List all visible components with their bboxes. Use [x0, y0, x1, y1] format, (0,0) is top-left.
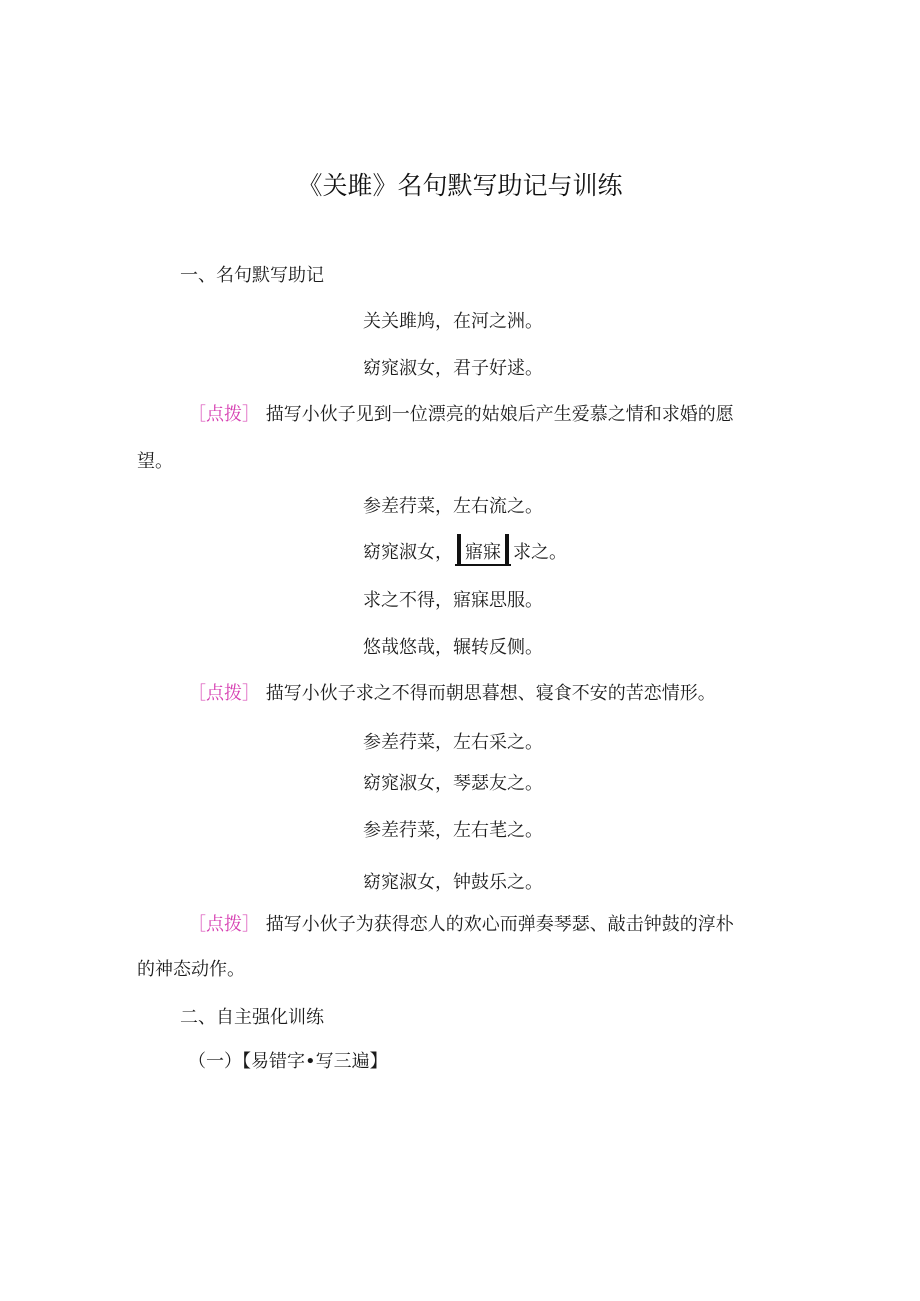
note-tag: ［点拨］: [188, 683, 260, 704]
verse-text: 求之。: [513, 542, 567, 563]
blank-left-bar: [457, 534, 461, 564]
verse-line: 参差荇菜，左右芼之。: [363, 820, 543, 841]
fill-in-blank: [455, 542, 511, 566]
note-paragraph: [188, 913, 734, 937]
section-heading-1: 一、名句默写助记: [180, 265, 324, 286]
note-text: 描写小伙子为获得恋人的欢心而弹奏琴瑟、敲击钟鼓的淳朴: [265, 914, 734, 935]
section-heading-2: 二、自主强化训练: [180, 1007, 324, 1028]
verse-line: 参差荇菜，左右采之。: [363, 732, 543, 753]
verse-line: 参差荇菜，左右流之。: [363, 496, 543, 517]
note-text: 描写小伙子求之不得而朝思暮想、寝食不安的苦恋情形。: [265, 683, 716, 704]
note-text-continued: 的神态动作。: [137, 959, 245, 980]
note-tag: ［点拨］: [188, 404, 260, 425]
note-paragraph: [188, 682, 716, 706]
page-title: 《关雎》名句默写助记与训练: [297, 171, 623, 200]
blank-answer: 寤寐: [465, 542, 501, 563]
verse-line: 求之不得，寤寐思服。: [363, 590, 543, 611]
note-text-continued: 望。: [137, 451, 173, 472]
verse-line: 窈窕淑女，琴瑟友之。: [363, 773, 543, 794]
subsection-heading: （一）【易错字•写三遍】: [188, 1051, 388, 1072]
note-tag: ［点拨］: [188, 914, 260, 935]
verse-line: 关关雎鸠，在河之洲。: [363, 311, 543, 332]
note-paragraph: [188, 403, 734, 427]
verse-line: 窈窕淑女，钟鼓乐之。: [363, 872, 543, 893]
verse-line: 窈窕淑女，君子好逑。: [363, 358, 543, 379]
blank-right-bar: [505, 534, 509, 564]
verse-text: 窈窕淑女，: [363, 542, 453, 563]
verse-line-with-blank: [363, 541, 567, 566]
note-text: 描写小伙子见到一位漂亮的姑娘后产生爱慕之情和求婚的愿: [265, 404, 734, 425]
verse-line: 悠哉悠哉，辗转反侧。: [363, 637, 543, 658]
